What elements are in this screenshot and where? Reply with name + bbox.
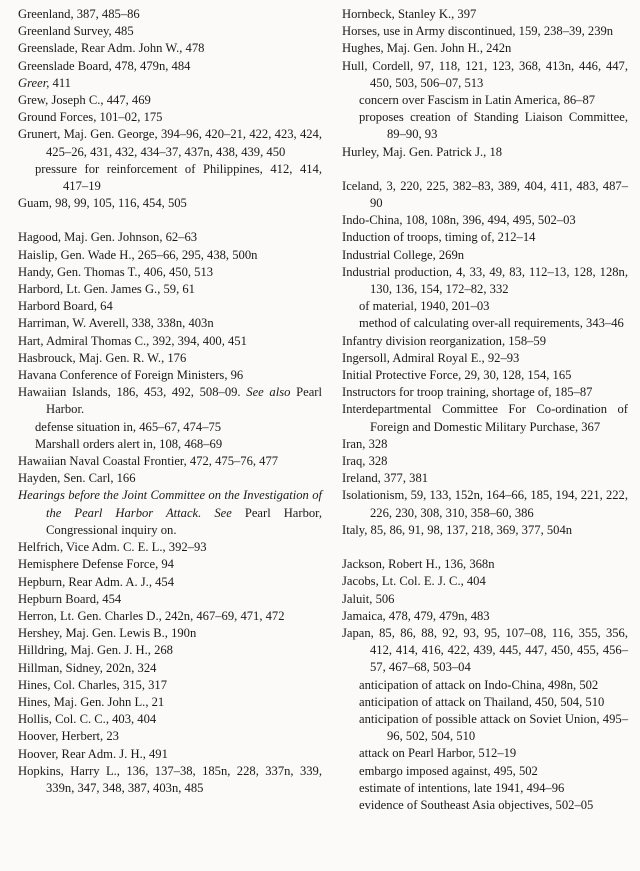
index-entry — [342, 522, 628, 539]
entry-text: Ingersoll, Admiral Royal E., 92–93 — [342, 350, 520, 365]
entry-text: anticipation of attack on Thailand, 450, 504, 510 — [359, 694, 605, 709]
entry-text: Induction of troops, timing of, 212–14 — [342, 230, 536, 245]
index-entry — [342, 264, 628, 298]
entry-text: Iceland, 3, 220, 225, 382–83, 389, 404, 411, 483, 487–90 — [342, 178, 628, 211]
index-entry — [18, 6, 322, 23]
entry-text: Greenslade Board, 478, 479n, 484 — [18, 58, 191, 73]
index-entry — [18, 574, 322, 591]
index-entry — [18, 281, 322, 298]
entry-text: Jaluit, 506 — [342, 591, 395, 606]
entry-text: Grew, Joseph C., 447, 469 — [18, 93, 151, 108]
index-entry — [18, 384, 322, 418]
index-entry — [18, 126, 322, 160]
entry-text: Hines, Maj. Gen. John L., 21 — [18, 694, 165, 709]
entry-text: Herron, Lt. Gen. Charles D., 242n, 467–69, 471, 472 — [18, 608, 285, 623]
index-entry — [342, 229, 628, 246]
entry-text: Jackson, Robert H., 136, 368n — [342, 557, 495, 572]
entry-text: Havana Conference of Foreign Ministers, 96 — [18, 368, 244, 383]
entry-text: Helfrich, Vice Adm. C. E. L., 392–93 — [18, 540, 207, 555]
index-subentry — [342, 763, 628, 780]
index-entry — [342, 591, 628, 608]
index-entry — [342, 144, 628, 161]
entry-text: Hornbeck, Stanley K., 397 — [342, 7, 477, 21]
entry-text: Indo-China, 108, 108n, 396, 494, 495, 502–03 — [342, 213, 576, 228]
entry-text: evidence of Southeast Asia objectives, 502–05 — [359, 797, 594, 812]
index-subentry — [18, 419, 322, 436]
entry-text: Ireland, 377, 381 — [342, 471, 429, 486]
index-subentry — [342, 780, 628, 797]
entry-text: estimate of intentions, late 1941, 494–96 — [359, 780, 565, 795]
entry-text: Infantry division reorganization, 158–59 — [342, 333, 547, 348]
entry-text: Harriman, W. Averell, 338, 338n, 403n — [18, 316, 214, 331]
entry-text: Greenland, 387, 485–86 — [18, 7, 140, 21]
index-entry — [18, 298, 322, 315]
letter-group-gap — [342, 161, 628, 178]
letter-group-gap — [18, 212, 322, 229]
entry-text: Hart, Admiral Thomas C., 392, 394, 400, 451 — [18, 333, 247, 348]
index-subentry — [342, 694, 628, 711]
entry-text: Marshall orders alert in, 108, 468–69 — [35, 436, 223, 451]
entry-text: Jacobs, Lt. Col. E. J. C., 404 — [342, 574, 486, 589]
entry-text: Iraq, 328 — [342, 454, 388, 469]
entry-text: Guam, 98, 99, 105, 116, 454, 505 — [18, 196, 187, 211]
entry-text: Industrial production, 4, 33, 49, 83, 112–13, 128, 128n, 130, 136, 154, 172–82, 332 — [342, 264, 628, 297]
index-subentry — [342, 315, 628, 332]
index-entry — [342, 58, 628, 92]
index-entry — [18, 92, 322, 109]
index-column-left — [18, 6, 322, 797]
entry-text: attack on Pearl Harbor, 512–19 — [359, 746, 517, 761]
index-subentry — [342, 745, 628, 762]
entry-text: Hawaiian Naval Coastal Frontier, 472, 475–76, 477 — [18, 454, 279, 469]
index-entry — [18, 315, 322, 332]
index-entry — [18, 728, 322, 745]
entry-text: Instructors for troop training, shortage of, 185–87 — [342, 385, 593, 400]
entry-text: Hasbrouck, Maj. Gen. R. W., 176 — [18, 350, 187, 365]
entry-text: 411 — [49, 75, 71, 90]
entry-text: Initial Protective Force, 29, 30, 128, 154, 165 — [342, 368, 572, 383]
index-entry — [342, 6, 628, 23]
index-entry — [342, 487, 628, 521]
index-subentry — [342, 109, 628, 143]
entry-text: Harbord, Lt. Gen. James G., 59, 61 — [18, 282, 195, 297]
index-entry — [342, 40, 628, 57]
entry-text: Jamaica, 478, 479, 479n, 483 — [342, 608, 490, 623]
index-entry — [18, 453, 322, 470]
index-subentry — [18, 436, 322, 453]
index-entry — [18, 487, 322, 539]
entry-text: Hemisphere Defense Force, 94 — [18, 557, 174, 572]
entry-text: Greenland Survey, 485 — [18, 24, 134, 39]
index-subentry — [18, 161, 322, 195]
entry-text: Hollis, Col. C. C., 403, 404 — [18, 712, 157, 727]
index-entry — [18, 608, 322, 625]
entry-text: Haislip, Gen. Wade H., 265–66, 295, 438, 500n — [18, 247, 258, 262]
entry-text: Italy, 85, 86, 91, 98, 137, 218, 369, 377, 504n — [342, 522, 573, 537]
entry-text: proposes creation of Standing Liaison Committee, 89–90, 93 — [359, 110, 628, 142]
index-entry — [342, 470, 628, 487]
index-entry — [18, 642, 322, 659]
entry-text: anticipation of possible attack on Soviet Union, 495–96, 502, 504, 510 — [359, 711, 628, 744]
index-entry — [18, 711, 322, 728]
entry-text: Grunert, Maj. Gen. George, 394–96, 420–21, 422, 423, 424, 425–26, 431, 432, 434–37, 437n, 438, 439, 450 — [18, 127, 322, 159]
entry-text: Hepburn, Rear Adm. A. J., 454 — [18, 574, 175, 589]
entry-text: anticipation of attack on Indo-China, 498n, 502 — [359, 677, 599, 692]
entry-italic-title: Hearings before the Joint Committee on the Investigation of the Pearl Harbor Attack. — [18, 488, 322, 520]
entry-text: Hilldring, Maj. Gen. J. H., 268 — [18, 643, 173, 658]
entry-see-also: See — [201, 505, 232, 520]
index-entry — [18, 229, 322, 246]
index-entry — [342, 401, 628, 435]
entry-reference: Pearl Harbor, Congressional inquiry on. — [46, 505, 323, 537]
index-entry — [18, 333, 322, 350]
entry-text: method of calculating over-all requirements, 343–46 — [359, 316, 624, 331]
index-entry — [18, 109, 322, 126]
entry-text: Hepburn Board, 454 — [18, 591, 122, 606]
index-entry — [18, 660, 322, 677]
index-entry — [342, 608, 628, 625]
index-entry — [18, 367, 322, 384]
entry-see-also: See also — [240, 385, 291, 400]
index-entry — [18, 40, 322, 57]
entry-text: Industrial College, 269n — [342, 247, 465, 262]
letter-group-gap — [342, 539, 628, 556]
entry-text: Iran, 328 — [342, 436, 388, 451]
index-entry — [18, 746, 322, 763]
index-entry — [342, 178, 628, 212]
index-entry — [18, 677, 322, 694]
entry-text: Hull, Cordell, 97, 118, 121, 123, 368, 413n, 446, 447, 450, 503, 506–07, 513 — [342, 58, 628, 90]
entry-text: concern over Fascism in Latin America, 86–87 — [359, 93, 596, 108]
entry-text: embargo imposed against, 495, 502 — [359, 763, 538, 778]
index-subentry — [342, 797, 628, 814]
index-entry — [18, 591, 322, 608]
index-entry — [18, 625, 322, 642]
index-subentry — [342, 92, 628, 109]
entry-text: Horses, use in Army discontinued, 159, 238–39, 239n — [342, 24, 614, 39]
entry-text: defense situation in, 465–67, 474–75 — [35, 419, 222, 434]
index-entry — [18, 763, 322, 797]
index-entry — [342, 367, 628, 384]
index-entry — [18, 470, 322, 487]
entry-text: Ground Forces, 101–02, 175 — [18, 110, 163, 125]
entry-text: Hoover, Herbert, 23 — [18, 729, 119, 744]
entry-text: Hayden, Sen. Carl, 166 — [18, 471, 136, 486]
index-entry — [342, 247, 628, 264]
entry-text: Hopkins, Harry L., 136, 137–38, 185n, 228, 337n, 339, 339n, 347, 348, 387, 403n, 485 — [18, 763, 322, 795]
index-entry — [342, 212, 628, 229]
index-entry — [18, 556, 322, 573]
index-entry — [342, 23, 628, 40]
entry-text: Harbord Board, 64 — [18, 299, 113, 314]
entry-text: Interdepartmental Committee For Co-ordination of Foreign and Domestic Military Purchase, 367 — [342, 402, 628, 434]
entry-text: of material, 1940, 201–03 — [359, 299, 490, 314]
entry-text: Hershey, Maj. Gen. Lewis B., 190n — [18, 626, 197, 641]
index-entry — [342, 436, 628, 453]
index-entry — [18, 694, 322, 711]
index-entry — [342, 350, 628, 367]
index-entry — [18, 23, 322, 40]
entry-reference: Pearl Harbor. — [46, 385, 323, 417]
entry-text: Hines, Col. Charles, 315, 317 — [18, 677, 168, 692]
entry-text: Hawaiian Islands, 186, 453, 492, 508–09. — [18, 385, 241, 400]
index-entry — [342, 453, 628, 470]
index-entry — [18, 58, 322, 75]
index-entry — [342, 625, 628, 677]
entry-text: Hurley, Maj. Gen. Patrick J., 18 — [342, 144, 503, 159]
entry-text: pressure for reinforcement of Philippines, 412, 414, 417–19 — [35, 161, 322, 194]
index-entry — [18, 247, 322, 264]
index-entry — [18, 264, 322, 281]
index-column-right — [342, 6, 628, 814]
index-entry — [18, 75, 322, 92]
entry-text: Japan, 85, 86, 88, 92, 93, 95, 107–08, 116, 355, 356, 412, 414, 416, 422, 439, 445, 447, 450, 455, 456–57, 467–68, 503–04 — [342, 625, 628, 675]
index-subentry — [342, 711, 628, 745]
index-subentry — [342, 298, 628, 315]
index-entry — [342, 573, 628, 590]
index-entry — [18, 539, 322, 556]
index-entry — [342, 556, 628, 573]
entry-text: Hoover, Rear Adm. J. H., 491 — [18, 746, 168, 761]
entry-text: Hughes, Maj. Gen. John H., 242n — [342, 41, 512, 56]
index-subentry — [342, 677, 628, 694]
entry-text: Hillman, Sidney, 202n, 324 — [18, 660, 157, 675]
index-entry — [342, 384, 628, 401]
index-entry — [18, 350, 322, 367]
index-entry — [18, 195, 322, 212]
entry-text: Isolationism, 59, 133, 152n, 164–66, 185, 194, 221, 222, 226, 230, 308, 310, 358–60, 386 — [342, 488, 628, 520]
entry-text: Handy, Gen. Thomas T., 406, 450, 513 — [18, 264, 214, 279]
entry-text: Hagood, Maj. Gen. Johnson, 62–63 — [18, 230, 198, 245]
entry-text: Greenslade, Rear Adm. John W., 478 — [18, 41, 205, 56]
index-entry — [342, 333, 628, 350]
entry-italic-title: Greer, — [18, 75, 50, 90]
